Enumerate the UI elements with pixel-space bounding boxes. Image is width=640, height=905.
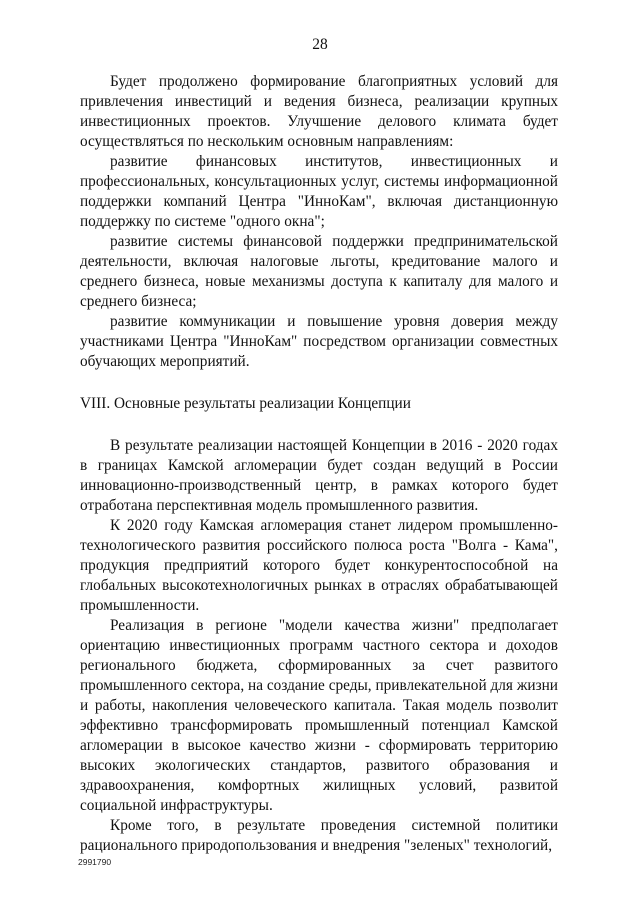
paragraph: Реализация в регионе "модели качества жизни" предполагает ориентацию инвестиционных программ частного сектора и доходов регионального бюджета, сформированных за счет развитого промышленного сектора, на создание среды, привлекательной для жизни и работы, накопления человеческого капитала. Такая модель позволит эффективно трансформировать промышленный потенциал Камской агломерации в высокое качество жизни - сформировать территорию высоких экологических стандартов, развитого образования и здравоохранения, комфортных жилищных условий, развитой социальной инфраструктуры.: [80, 617, 558, 814]
list-paragraph: развитие финансовых институтов, инвестиционных и профессиональных, консультационных услуг, системы информационной поддержки компаний Центра "ИнноКам", включая дистанционную поддержку по системе "одного окна";: [80, 153, 558, 230]
page-number: 28: [312, 36, 328, 53]
paragraph: Кроме того, в результате проведения системной политики рационального природопользования и внедрения "зеленых" технологий,: [80, 817, 558, 854]
list-paragraph: развитие коммуникации и повышение уровня доверия между участниками Центра "ИнноКам" посредством организации совместных обучающих мероприятий.: [80, 313, 558, 370]
document-body: [80, 72, 558, 856]
section-heading: VIII. Основные результаты реализации Концепции: [80, 395, 411, 412]
document-code: 2991790: [78, 857, 112, 867]
paragraph: К 2020 году Камская агломерация станет лидером промышленно-технологического развития российского полюса роста "Волга - Кама", продукция предприятий которого будет конкурентоспособной на глобальных высокотехнологичных рынках в отраслях обрабатывающей промышленности.: [80, 517, 558, 614]
paragraph: В результате реализации настоящей Концепции в 2016 - 2020 годах в границах Камской агломерации будет создан ведущий в России инновационно-производственный центр, в рамках которого будет отработана перспективная модель промышленного развития.: [80, 437, 558, 514]
list-paragraph: развитие системы финансовой поддержки предпринимательской деятельности, включая налоговые льготы, кредитование малого и среднего бизнеса, новые механизмы доступа к капиталу для малого и среднего бизнеса;: [80, 233, 558, 310]
paragraph: Будет продолжено формирование благоприятных условий для привлечения инвестиций и ведения бизнеса, реализации крупных инвестиционных проектов. Улучшение делового климата будет осуществляться по нескольким основным направлениям:: [80, 73, 558, 150]
